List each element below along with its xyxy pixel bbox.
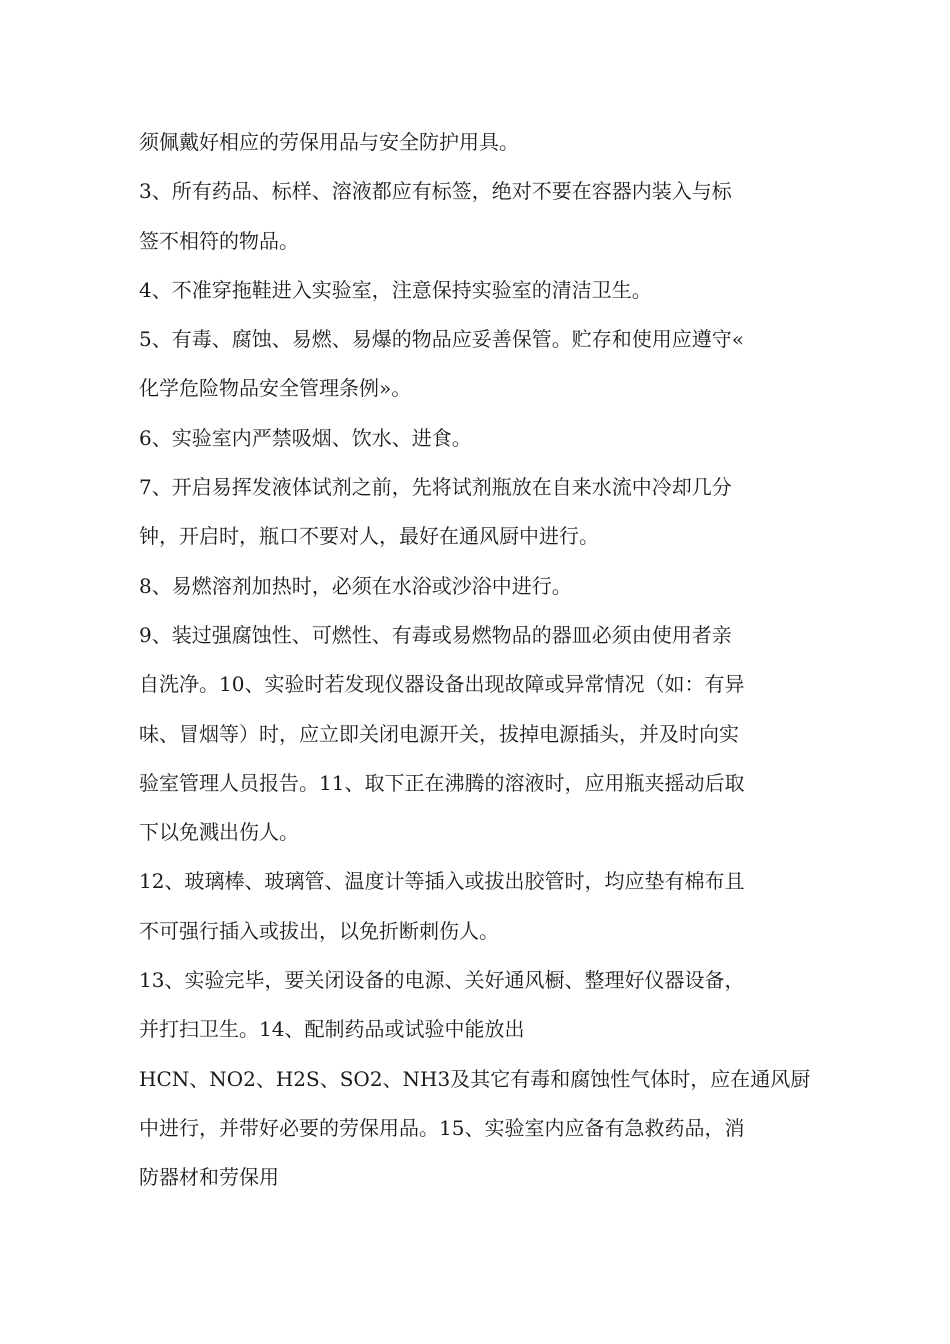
text-line: 不可强行插入或拔出，以免折断刺伤人。 bbox=[139, 918, 499, 943]
text-line: 7、开启易挥发液体试剂之前，先将试剂瓶放在自来水流中冷却几分 bbox=[139, 475, 732, 500]
text-line: 味、冒烟等）时，应立即关闭电源开关，拔掉电源插头，并及时向实 bbox=[139, 721, 739, 746]
text-line: 12、玻璃棒、玻璃管、温度计等插入或拔出胶管时，均应垫有棉布且 bbox=[139, 869, 745, 894]
text-line: 8、易燃溶剂加热时，必须在水浴或沙浴中进行。 bbox=[139, 573, 572, 598]
text-line: 钟，开启时，瓶口不要对人，最好在通风厨中进行。 bbox=[139, 524, 599, 549]
text-line: 防器材和劳保用 bbox=[139, 1165, 279, 1190]
text-line: 9、装过强腐蚀性、可燃性、有毒或易燃物品的器皿必须由使用者亲 bbox=[139, 622, 732, 647]
text-line: 6、实验室内严禁吸烟、饮水、进食。 bbox=[139, 425, 472, 450]
document-body bbox=[139, 118, 819, 1203]
text-line: 签不相符的物品。 bbox=[139, 228, 299, 253]
text-line: 并打扫卫生。14、配制药品或试验中能放出 bbox=[139, 1017, 525, 1042]
text-line: 13、实验完毕，要关闭设备的电源、关好通风橱、整理好仪器设备， bbox=[139, 968, 745, 993]
text-line: 须佩戴好相应的劳保用品与安全防护用具。 bbox=[139, 130, 519, 154]
text-line: 下以免溅出伤人。 bbox=[139, 820, 299, 845]
text-line: 自洗净。10、实验时若发现仪器设备出现故障或异常情况（如：有异 bbox=[139, 672, 745, 697]
text-line: 中进行，并带好必要的劳保用品。15、实验室内应备有急救药品，消 bbox=[139, 1115, 745, 1140]
text-line: 化学危险物品安全管理条例»。 bbox=[139, 376, 412, 401]
text-line: 3、所有药品、标样、溶液都应有标签，绝对不要在容器内装入与标 bbox=[139, 179, 732, 204]
text-line: 4、不准穿拖鞋进入实验室，注意保持实验室的清洁卫生。 bbox=[139, 277, 652, 302]
text-line: 5、有毒、腐蚀、易燃、易爆的物品应妥善保管。贮存和使用应遵守« bbox=[139, 327, 744, 352]
text-line: 验室管理人员报告。11、取下正在沸腾的溶液时，应用瓶夹摇动后取 bbox=[139, 770, 745, 795]
text-line: HCN、NO2、H2S、SO2、NH3及其它有毒和腐蚀性气体时，应在通风厨 bbox=[139, 1066, 811, 1091]
